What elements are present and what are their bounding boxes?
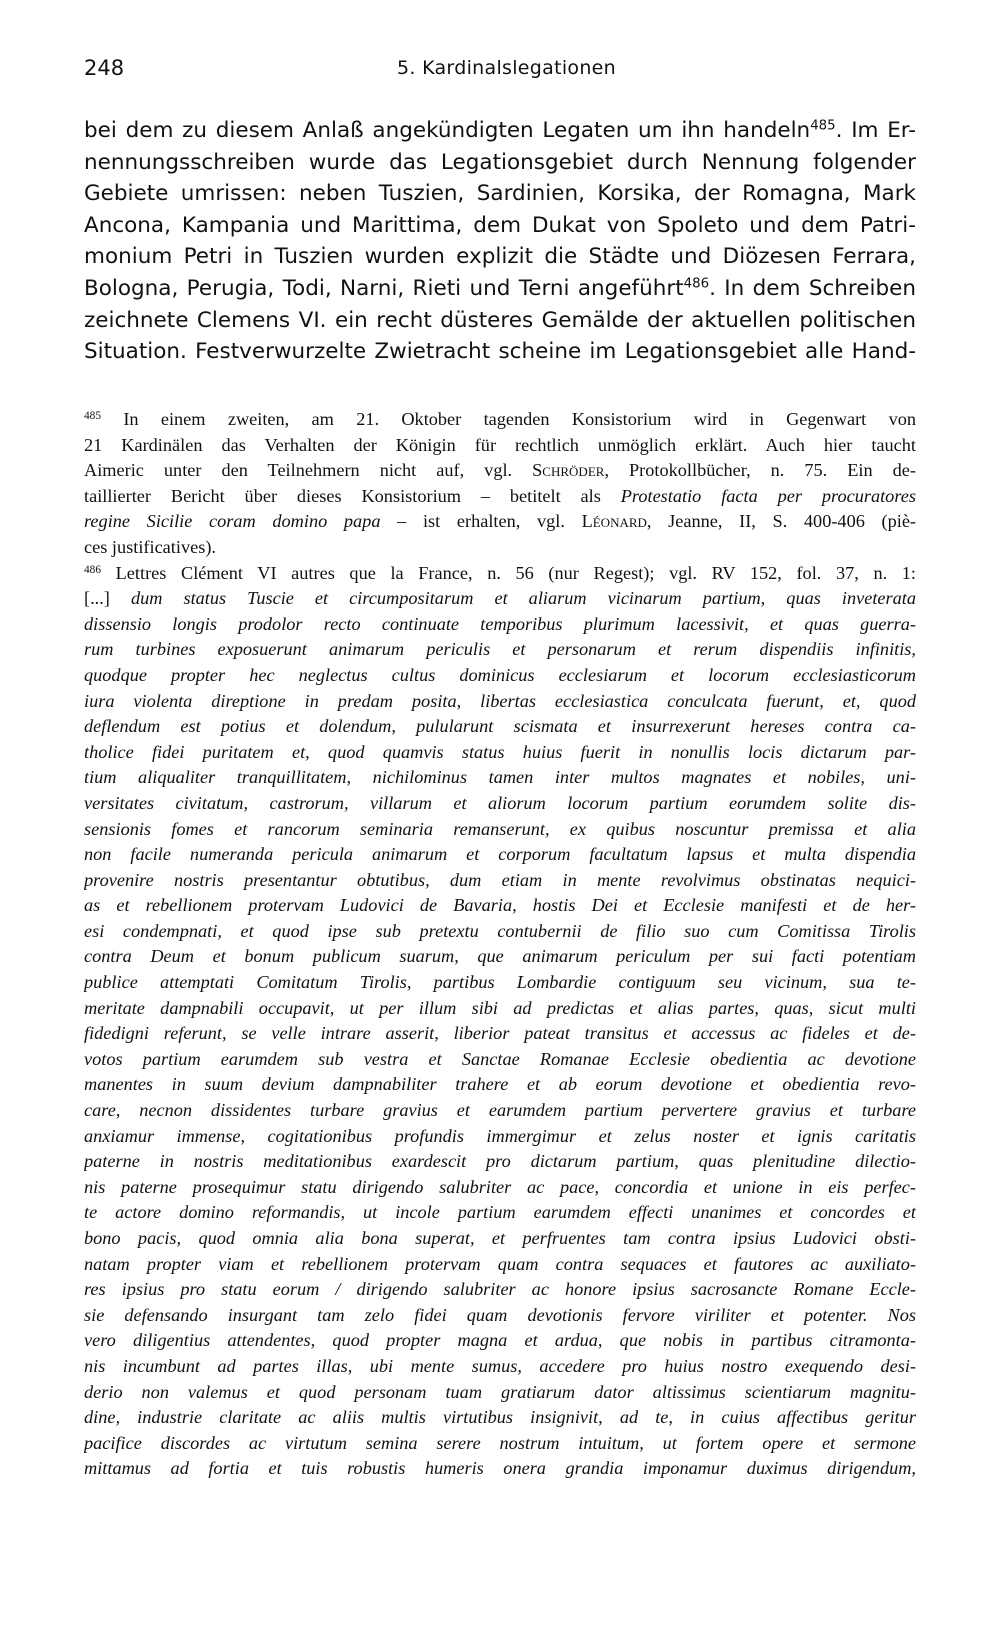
body-line: monium Petri in Tuszien wurden explizit die Städte und Diözesen Ferrara,: [84, 244, 916, 270]
footnote-485-line: regine Sicilie coram domino papa – ist erhalten, vgl. Léonard, Jeanne, II, S. 400-406 (piè-: [84, 511, 916, 532]
latin-quotation-line: vero diligentius attendentes, quod propter magna et ardua, que nobis in partibus citramonta-: [84, 1330, 916, 1351]
latin-quotation-line: pacifice discordes ac virtutum semina serere nostrum intuitum, ut fortem opere et sermone: [84, 1432, 916, 1453]
latin-quotation-line: anxiamur immense, cogitationibus profundis immergimur et zelus noster et ignis caritatis: [84, 1125, 916, 1146]
author-name: Léonard: [581, 511, 647, 532]
latin-quotation-line: bono pacis, quod omnia alia bona superat, et perfruentes tam contra ipsius Ludovici obsti-: [84, 1228, 916, 1248]
running-title: 5. Kardinalslegationen: [397, 57, 617, 79]
body-line: Gebiete umrissen: neben Tuszien, Sardinien, Korsika, der Romagna, Mark: [84, 181, 916, 207]
body-line: Bologna, Perugia, Todi, Narni, Rieti und Terni angeführt$^{486}$. In dem Schreiben: [84, 275, 916, 301]
latin-quotation: [84, 612, 916, 1482]
latin-quotation-line: votos partium earumdem sub vestra et Sanctae Romanae Ecclesie obedientia ac devotione: [84, 1048, 916, 1069]
footnote-485-line: Aimeric unter den Teilnehmern nicht auf, vgl. Schröder, Protokollbücher, n. 75. Ein de-: [84, 460, 916, 481]
latin-quotation-line: dissensio longis prodolor recto continuate temporibus plurimum lacessivit, et quas guerra-: [84, 613, 916, 634]
latin-quotation-line: provenire nostris presentantur obtutibus, dum etiam in mente revolvimus obstinatas nequici-: [84, 869, 916, 890]
footnote-reference: 486: [683, 276, 710, 292]
cited-title: Protestatio facta per procuratores: [620, 485, 916, 506]
footnote-reference: 485: [810, 118, 836, 134]
footnotes: [84, 407, 916, 1482]
latin-quotation-line: versitates civitatum, castrorum, villarum et aliorum locorum partium eorumdem solite dis-: [84, 792, 916, 813]
latin-quotation-line: tium aliqualiter tranquillitatem, nichilominus tamen inter multos magnates et nobiles, uni-: [84, 767, 916, 788]
latin-quotation-line: sensionis fomes et rancorum seminaria remanserunt, ex quibus noscuntur premissa et alia: [84, 818, 916, 839]
footnote-486-line: $^{486}$ Lettres Clément VI autres que la France, n. 56 (nur Regest); vgl. RV 152, fol. 37, n. 1:: [84, 562, 916, 583]
latin-quotation-line: nis incumbunt ad partes illas, ubi mente sumus, accedere pro huius nostro exequendo desi-: [84, 1355, 916, 1376]
footnote-486-line: [...] dum status Tuscie et circumpositarum et aliarum vicinarum partium, quas inveterata: [84, 588, 916, 609]
body-line: bei dem zu diesem Anlaß angekündigten Legaten um ihn handeln$^{485}$. Im Er-: [84, 118, 916, 143]
footnote-485-line: 21 Kardinälen das Verhalten der Königin für rechtlich unmöglich erklärt. Auch hier taucht: [84, 434, 916, 455]
latin-quotation-line: fidedigni referunt, se velle intrare asserit, liberior pateat transitus et accessus ac fideles et de-: [84, 1023, 916, 1044]
latin-quotation-line: deflendum est potius et dolendum, pulularunt scismata et insurrexerunt hereses contra ca-: [84, 716, 916, 737]
footnote-485-line: $^{485}$ In einem zweiten, am 21. Oktober tagenden Konsistorium wird in Gegenwart von: [84, 409, 916, 429]
latin-quotation-line: publice attemptati Comitatum Tirolis, partibus Lombardie contiguum seu vicinum, sua te-: [84, 972, 916, 993]
latin-quotation-line: mittamus ad fortia et tuis robustis humeris onera grandia imponamur duximus dirigendum,: [84, 1458, 916, 1479]
cited-title: regine Sicilie coram domino papa: [84, 511, 381, 532]
latin-quotation-line: te actore domino reformandis, ut incole partium earumdem effecti unanimes et concordes et: [84, 1202, 916, 1223]
latin-quotation-line: iura violenta direptione in predam posita, libertas ecclesiastica conculcata fuerunt, et, quod: [84, 690, 916, 711]
latin-quotation-line: derio non valemus et quod personam tuam gratiarum dator altissimus scientiarum magnitu-: [84, 1381, 916, 1402]
latin-quotation-line: contra Deum et bonum publicum suarum, que animarum periculum per sui facti potentiam: [84, 946, 916, 967]
latin-quotation-line: non facile numeranda pericula animarum et corporum facultatum lapsus et multa dispendia: [84, 844, 916, 865]
latin-quotation-line: meritate dampnabili occupavit, ut per illum sibi ad predictas et alias partes, quas, sicut multi: [84, 997, 916, 1018]
latin-quotation-line: quodque propter hec neglectus cultus dominicus ecclesiarum et locorum ecclesiasticorum: [84, 664, 916, 685]
latin-quotation-line: as et rebellionem protervam Ludovici de Bavaria, hostis Dei et Ecclesie manifesti et de her-: [84, 895, 916, 916]
latin-quotation-line: nis paterne prosequimur statu dirigendo salubriter ac pace, concordia et unione in eis perfec-: [84, 1176, 916, 1197]
page-number: 248: [84, 56, 125, 80]
latin-quotation-line: res ipsius pro statu eorum / dirigendo salubriter ac honore ipsius sacrosancte Romane Eccle-: [84, 1279, 916, 1300]
footnote-485-number: 485: [84, 409, 101, 422]
body-line: Situation. Festverwurzelte Zwietracht scheine im Legationsgebiet alle Hand-: [84, 339, 916, 365]
page-header: [84, 56, 916, 82]
author-name: Schröder: [532, 460, 605, 481]
body-line: nennungsschreiben wurde das Legationsgebiet durch Nennung folgender: [84, 149, 916, 175]
latin-quotation-line: sie defensando insurgant tam zelo fidei quam devotionis fervore viriliter et potenter. Nos: [84, 1304, 916, 1325]
footnote-485-line: taillierter Bericht über dieses Konsistorium – betitelt als Protestatio facta per procuratores: [84, 485, 916, 506]
body-line: Ancona, Kampania und Marittima, dem Dukat von Spoleto und dem Patri-: [84, 212, 916, 238]
latin-quotation-line: rum turbines exposuerunt animarum periculis et personarum et rerum dispendiis infinitis,: [84, 639, 916, 660]
latin-quotation-line: esi condempnati, et quod ipse sub pretextu contubernii de filio suo cum Comitissa Tirolis: [84, 920, 916, 941]
body-paragraph: [84, 115, 916, 368]
latin-quotation-line: care, necnon dissidentes turbare gravius et earumdem partium pervertere gravius et turbare: [84, 1100, 916, 1121]
latin-quotation-line: paterne in nostris meditationibus exardescit pro dictarum partium, quas plenitudine dilectio-: [84, 1151, 916, 1172]
latin-quotation-line: tholice fidei puritatem et, quod quamvis status huius fuerit in nonullis locis dictarum par-: [84, 741, 916, 762]
footnote-486-number: 486: [84, 563, 101, 576]
latin-quotation-line: dine, industrie claritate ac aliis multis virtutibus insignivit, ad te, in cuius affectibus geritur: [84, 1407, 916, 1428]
body-line: zeichnete Clemens VI. ein recht düsteres Gemälde der aktuellen politischen: [84, 307, 916, 333]
footnote-485-line: ces justificatives).: [84, 536, 216, 557]
latin-quotation-line: manentes in suum devium dampnabiliter trahere et ab eorum devotione et obedientia revo-: [84, 1074, 916, 1095]
latin-quotation-line: natam propter viam et rebellionem protervam quam contra sequaces et fautores ac auxiliato-: [84, 1253, 916, 1274]
